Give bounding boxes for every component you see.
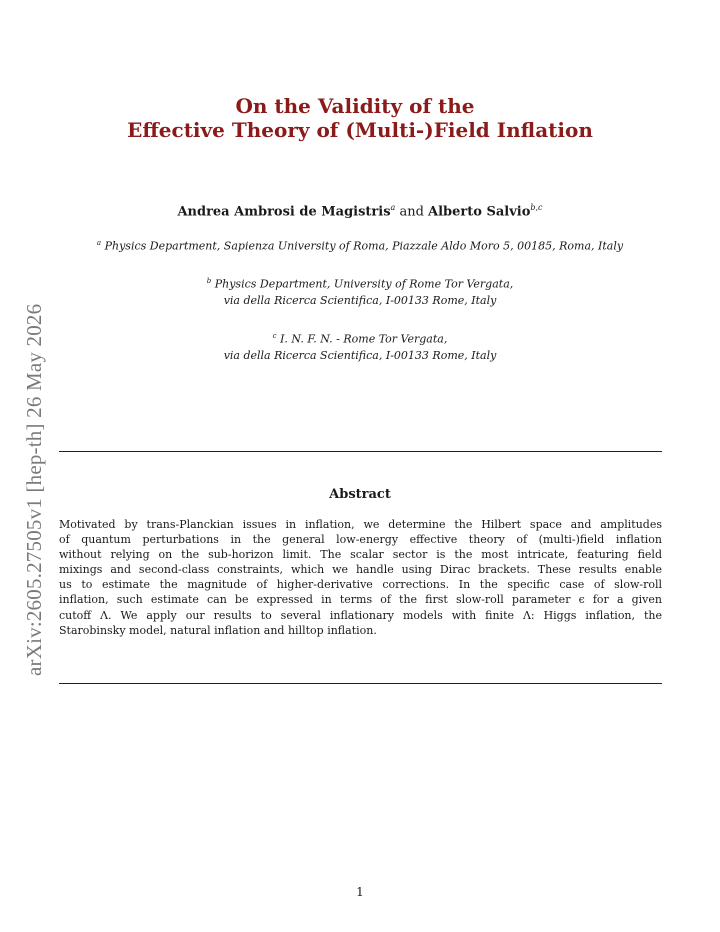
affiliation-c [0,328,720,364]
arxiv-identifier: arXiv:2605.27505v1 [hep-th] 26 May 2026 [22,303,46,676]
author-affiliation-mark: b,c [530,203,543,212]
top-divider [59,451,662,452]
abstract-line: us to estimate the magnitude of higher-derivative corrections. In the specific case of slow-roll [59,578,662,592]
affiliation-b [0,273,720,309]
affiliation-line: via della Ricerca Scientifica, I-00133 Rome, Italy [223,293,497,307]
author-connector: and [395,204,429,220]
affiliation-line: via della Ricerca Scientifica, I-00133 Rome, Italy [223,348,497,362]
abstract-line: cutoff Λ. We apply our results to several inflationary models with finite Λ: Higgs inflation, the [59,608,662,622]
page-number: 1 [356,885,364,899]
affiliation-line: Physics Department, University of Rome Tor Vergata, [214,277,514,291]
abstract-line: of quantum perturbations in the general low-energy effective theory of (multi-)field inflation [59,533,662,547]
affiliation-mark: c [272,332,277,340]
author-list [0,203,720,219]
author-name: Alberto Salvio [428,204,531,220]
abstract-line: Starobinsky model, natural inflation and hilltop inflation. [59,623,377,637]
author-name: Andrea Ambrosi de Magistris [177,204,391,220]
abstract-line: mixings and second-class constraints, which we handle using Dirac brackets. These results enable [59,563,662,577]
affiliation-mark: b [206,277,212,285]
title-line-1: On the Validity of the [235,94,475,118]
abstract-line: Motivated by trans-Planckian issues in inflation, we determine the Hilbert space and amplitudes [59,518,662,531]
affiliation-line: Physics Department, Sapienza University of Roma, Piazzale Aldo Moro 5, 00185, Roma, Italy [104,239,624,253]
bottom-divider [59,683,662,684]
paper-title [0,94,720,142]
abstract-body [59,517,662,638]
author-affiliation-mark: a [390,203,396,212]
affiliation-mark: a [96,239,102,247]
abstract-heading: Abstract [329,487,391,502]
affiliation-line: I. N. F. N. - Rome Tor Vergata, [280,332,448,346]
title-line-2: Effective Theory of (Multi-)Field Inflation [127,118,593,142]
affiliation-a [0,235,720,255]
abstract-line: inflation, such estimate can be expressed in terms of the first slow-roll parameter ϵ for a given [59,593,662,607]
abstract-line: without relying on the sub-horizon limit. The scalar sector is the most intricate, featuring field [59,548,662,562]
